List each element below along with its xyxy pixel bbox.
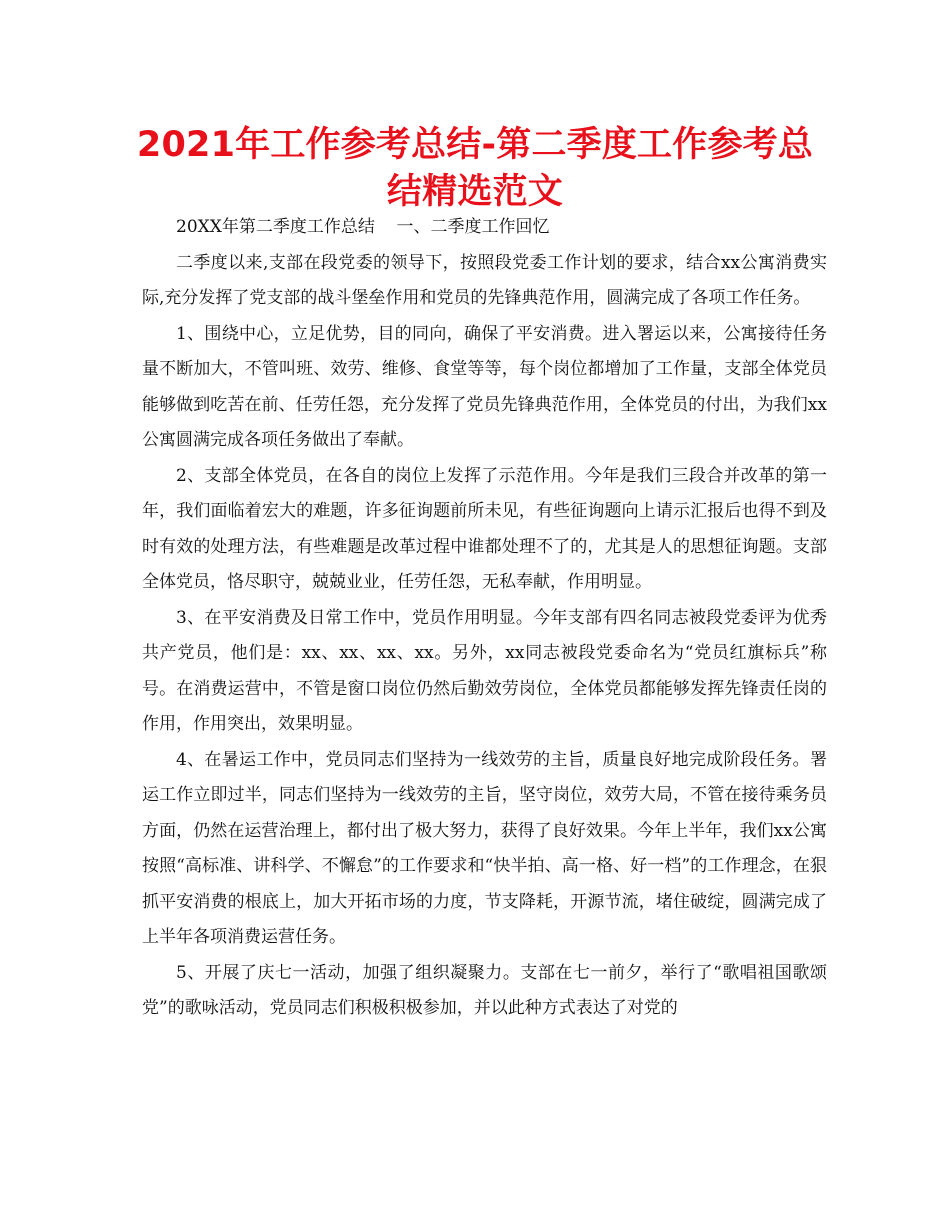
paragraph-4: 4、在暑运工作中，党员同志们坚持为一线效劳的主旨，质量良好地完成阶段任务。署运工作立即过半，同志们坚持为一线效劳的主旨，坚守岗位，效劳大局，不管在接待乘务员方面，仍然在运营治理上，都付出了极大努力，获得了良好效果。今年上半年，我们xx公寓按照“高标准、讲科学、不懈怠”的工作要求和“快半拍、高一格、好一档”的工作理念，在狠抓平安消费的根底上，加大开拓市场的力度，节支降耗，开源节流，堵住破绽，圆满完成了上半年各项消费运营任务。 <box>142 749 827 947</box>
document-title: 2021年工作参考总结-第二季度工作参考总结精选范文 <box>136 125 814 212</box>
document-body <box>142 210 827 1027</box>
paragraph-3: 3、在平安消费及日常工作中，党员作用明显。今年支部有四名同志被段党委评为优秀共产党员，他们是：xx、xx、xx、xx。另外，xx同志被段党委命名为“党员红旗标兵”称号。在消费运营中，不管是窗口岗位仍然后勤效劳岗位，全体党员都能够发挥先锋责任岗的作用，作用突出，效果明显。 <box>142 607 827 734</box>
paragraph-5: 5、开展了庆七一活动，加强了组织凝聚力。支部在七一前夕，举行了“歌唱祖国歌颂党”的歌咏活动，党员同志们积极积极参加，并以此种方式表达了对党的 <box>142 962 827 1018</box>
paragraph-1: 1、围绕中心，立足优势，目的同向，确保了平安消费。进入署运以来，公寓接待任务量不断加大，不管叫班、效劳、维修、食堂等等，每个岗位都增加了工作量，支部全体党员能够做到吃苦在前、任劳任怨，充分发挥了党员先锋典范作用，全体党员的付出，为我们xx公寓圆满完成各项任务做出了奉献。 <box>142 323 827 450</box>
paragraph-intro: 二季度以来,支部在段党委的领导下，按照段党委工作计划的要求，结合xx公寓消费实际,充分发挥了党支部的战斗堡垒作用和党员的先锋典范作用，圆满完成了各项工作任务。 <box>142 252 827 308</box>
document-subheading: 20XX年第二季度工作总结 一、二季度工作回忆 <box>176 217 550 237</box>
paragraph-2: 2、支部全体党员，在各自的岗位上发挥了示范作用。今年是我们三段合并改革的第一年，我们面临着宏大的难题，许多征询题前所未见，有些征询题向上请示汇报后也得不到及时有效的处理方法，有些难题是改革过程中谁都处理不了的，尤其是人的思想征询题。支部全体党员，恪尽职守，兢兢业业，任劳任怨，无私奉献，作用明显。 <box>142 465 827 592</box>
